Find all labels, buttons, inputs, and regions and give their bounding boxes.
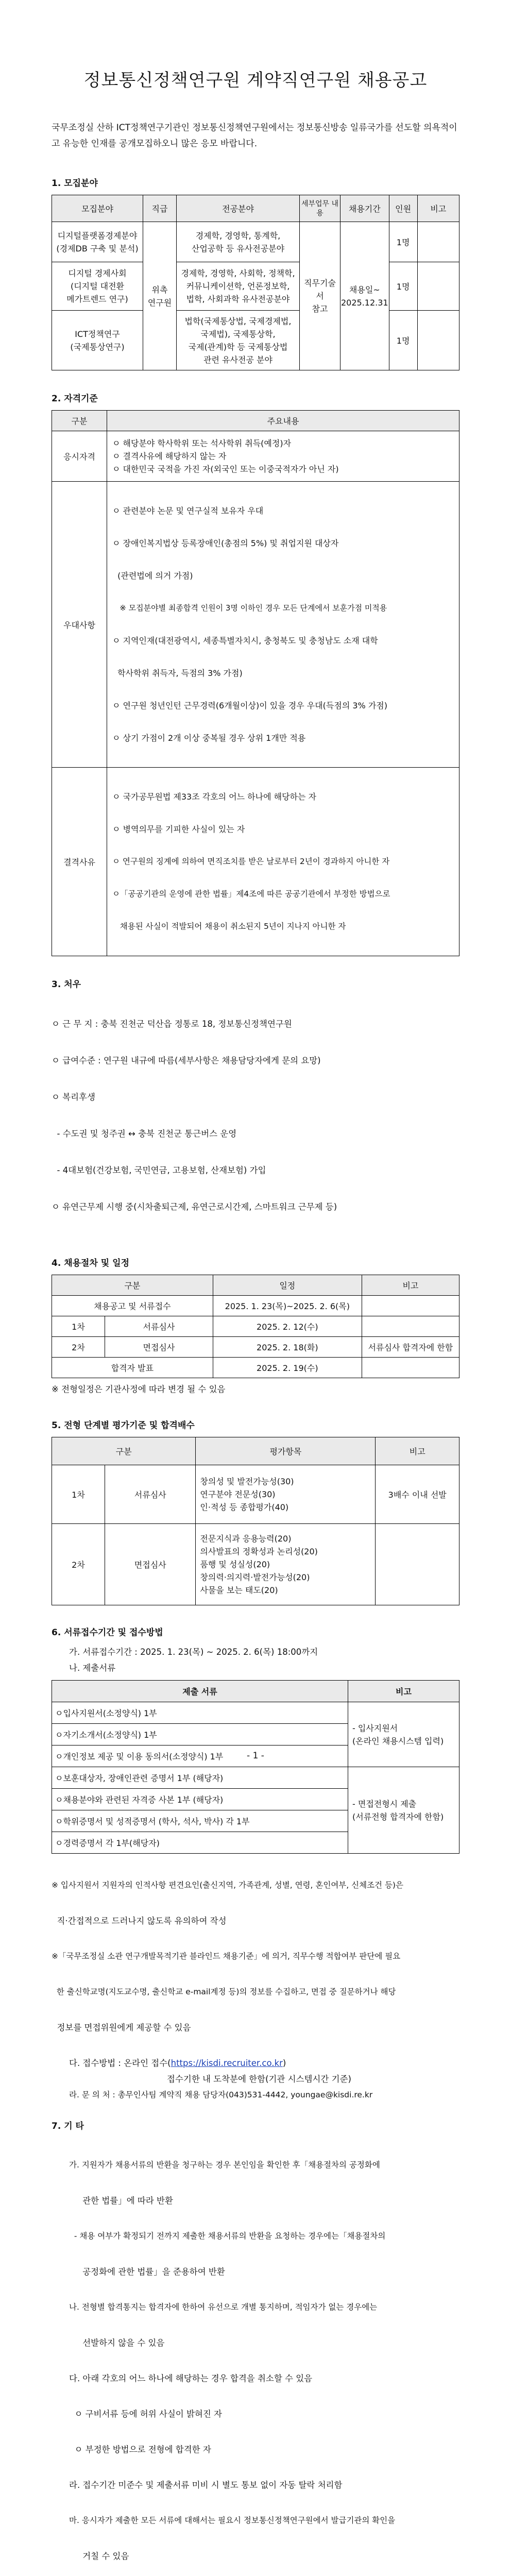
document-note: - 입사지원서 (온라인 채용시스템 입력) <box>348 1702 459 1767</box>
document-item: ㅇ경력증명서 각 1부(해당자) <box>52 1832 348 1854</box>
col-header-duty: 세부업무 내용 <box>300 195 340 222</box>
major-cell: 경제학, 경영학, 통계학, 산업공학 등 유사전공분야 <box>177 222 300 262</box>
qual-content: ㅇ 해당분야 학사학위 또는 석사학위 취득(예정)자 ㅇ 결격사유에 해당하지 않는 자 ㅇ 대한민국 국적을 가진 자(외국인 또는 이중국적자가 아닌 자) <box>107 431 459 482</box>
col-header-field: 모집분야 <box>52 195 143 222</box>
col-header-grade: 직급 <box>143 195 177 222</box>
qual-label: 결격사유 <box>52 768 107 956</box>
required-documents-title: 나. 제출서류 <box>69 1663 116 1673</box>
schedule-date: 2025. 2. 19(수) <box>213 1358 362 1378</box>
schedule-label: 채용공고 및 서류접수 <box>52 1296 213 1316</box>
major-cell: 법학(국제통상법, 국제경제법, 국제법), 국제통상학, 국제(관계)학 등 국제통상법 관련 유사전공 분야 <box>177 311 300 370</box>
recruit-site-link[interactable]: https://kisdi.recruiter.co.kr <box>171 2058 283 2068</box>
col-header-content: 주요내용 <box>107 411 459 431</box>
document-item: ㅇ자기소개서(소정양식) 1부 <box>52 1724 348 1745</box>
eval-stage: 1차 <box>52 1465 105 1524</box>
schedule-note <box>362 1358 459 1378</box>
col-header-category: 구분 <box>52 1437 196 1465</box>
application-method: 다. 접수방법 : 온라인 접수(https://kisdi.recruiter.co.kr) <box>69 2058 286 2068</box>
count-cell: 1명 <box>389 262 417 311</box>
schedule-date: 2025. 1. 23(목)~2025. 2. 6(목) <box>213 1296 362 1316</box>
schedule-table <box>52 1275 459 1378</box>
col-header-note: 비고 <box>348 1681 459 1702</box>
eval-label: 면접심사 <box>105 1524 196 1605</box>
major-cell: 경제학, 경영학, 사회학, 정책학, 커뮤니케이션학, 언론정보학, 법학, 사회과학 유사전공분야 <box>177 262 300 311</box>
schedule-note <box>362 1296 459 1316</box>
page-number: - 1 - <box>247 1751 264 1761</box>
field-cell: ICT정책연구 (국제통상연구) <box>52 311 143 370</box>
document-warnings: ※ 입사지원서 지원자의 인적사항 편견요인(출신지역, 가족관계, 성별, 연령, 혼인여부, 신체조건 등)은 직·간접적으로 드러나지 않도록 유의하여 작성 ※「국무조정실 소관 연구개발목적기관 블라인드 채용기준」에 의거, 직무수행 적합여부 판단에 필요 한 출신학교명(지도교수명, 출신학교 e-mail계정 등)의 정보를 수집하고, 면접 중 질문하거나 해당 정보를 면접위원에게 제공할 수 있음 <box>52 1880 403 2032</box>
col-header-note: 비고 <box>376 1437 459 1465</box>
benefits-list: ㅇ 근 무 지 : 충북 진천군 덕산읍 정통로 18, 정보통신정책연구원 ㅇ 급여수준 : 연구원 내규에 따름(세부사항은 채용담당자에게 문의 요망) ㅇ 복리후생 - 수도권 및 청주권 ↔ 충북 진천군 통근버스 운영 - 4대보험(건강보험, 국민연금, 고용보험, 산재보험) 가입 ㅇ 유연근무제 시행 중(시차출퇴근제, 유연근로시간제, 스마트워크 근무제 등) <box>52 1019 337 1212</box>
grade-cell: 위촉 연구원 <box>143 222 177 370</box>
col-header-period: 채용기간 <box>340 195 389 222</box>
application-period: 가. 서류접수기간 : 2025. 1. 23(목) ~ 2025. 2. 6(목) 18:00까지 <box>69 1647 318 1657</box>
count-cell: 1명 <box>389 311 417 370</box>
qual-content: ㅇ 관련분야 논문 및 연구실적 보유자 우대 ㅇ 장애인복지법상 등록장애인(총점의 5%) 및 취업지원 대상자 (관련법에 의거 가점) ※ 모집분야별 최종합격 인원이 3명 이하인 경우 모든 단계에서 보훈가점 미적용 ㅇ 지역인재(대전광역시, 세종특별자치시, 충청북도 및 충청남도 소재 대학 학사학위 취득자, 득점의 3% 가점) ㅇ 연구원 청년인턴 근무경력(6개월이상)이 있을 경우 우대(득점의 3% 가점) ㅇ 상기 가점이 2개 이상 중복될 경우 상위 1개만 적용 <box>107 482 459 768</box>
eval-items: 창의성 및 발전가능성(30) 연구분야 전문성(30) 인·적성 등 종합평가(40) <box>196 1465 376 1524</box>
col-header-documents: 제출 서류 <box>52 1681 348 1702</box>
schedule-note-text: ※ 전형일정은 기관사정에 따라 변경 될 수 있음 <box>52 1384 226 1394</box>
eval-stage: 2차 <box>52 1524 105 1605</box>
note-cell <box>417 222 459 262</box>
documents-table <box>52 1680 459 1854</box>
recruit-field-table <box>52 195 459 370</box>
note-cell <box>417 311 459 370</box>
document-item: ㅇ입사지원서(소정양식) 1부 <box>52 1702 348 1724</box>
note-cell <box>417 262 459 311</box>
qual-label: 우대사항 <box>52 482 107 768</box>
document-item: ㅇ채용분야와 관련된 자격증 사본 1부 (해당자) <box>52 1789 348 1810</box>
col-header-category: 구분 <box>52 411 107 431</box>
qual-content: ㅇ 국가공무원법 제33조 각호의 어느 하나에 해당하는 자 ㅇ 병역의무를 기피한 사실이 있는 자 ㅇ 연구원의 징계에 의하여 면직조치를 받은 날로부터 2년이 경과하지 아니한 자 ㅇ「공공기관의 운영에 관한 법률」제4조에 따른 공공기관에서 부정한 방법으로 채용된 사실이 적발되어 채용이 취소된지 5년이 지나지 아니한 자 <box>107 768 459 956</box>
col-header-date: 일정 <box>213 1275 362 1296</box>
section-4-title: 4. 채용절차 및 일정 <box>52 1258 129 1268</box>
schedule-note: 서류심사 합격자에 한함 <box>362 1337 459 1358</box>
duty-cell: 직무기술서 참고 <box>300 222 340 370</box>
document-item: ㅇ보훈대상자, 장애인관련 증명서 1부 (해당자) <box>52 1767 348 1789</box>
col-header-category: 구분 <box>52 1275 213 1296</box>
section-2-title: 2. 자격기준 <box>52 394 98 404</box>
schedule-date: 2025. 2. 12(수) <box>213 1316 362 1337</box>
section-3-title: 3. 처우 <box>52 979 81 990</box>
period-cell: 채용일~ 2025.12.31 <box>340 222 389 370</box>
other-notes: 가. 지원자가 채용서류의 반환을 청구하는 경우 본인임을 확인한 후「채용절차의 공정화에 관한 법률」에 따라 반환 - 채용 여부가 확정되기 전까지 제출한 채용서류의 반환을 요청하는 경우에는「채용절차의 공정화에 관한 법률」을 준용하여 반환 나. 전형별 합격통지는 합격자에 한하여 유선으로 개별 통지하며, 적임자가 없는 경우에는 선발하지 않을 수 있음 다. 아래 각호의 어느 하나에 해당하는 경우 합격을 취소할 수 있음 ㅇ 구비서류 등에 허위 사실이 밝혀진 자 ㅇ 부정한 방법으로 전형에 합격한 자 라. 접수기간 미준수 및 제출서류 미비 시 별도 통보 없이 자동 탈락 처리함 마. 응시자가 제출한 모든 서류에 대해서는 필요시 정보통신정책연구원에서 발급기관의 확인을 거칠 수 있음 <box>69 2160 396 2561</box>
schedule-note <box>362 1316 459 1337</box>
section-6-title: 6. 서류접수기간 및 접수방법 <box>52 1628 163 1638</box>
section-5-title: 5. 전형 단계별 평가기준 및 합격배수 <box>52 1420 195 1431</box>
evaluation-table <box>52 1437 459 1605</box>
contact-info: 라. 문 의 처 : 총무인사팀 계약직 채용 담당자(043)531-4442, youngae@kisdi.re.kr <box>69 2090 373 2099</box>
schedule-stage: 2차 <box>52 1337 105 1358</box>
field-cell: 디지털플랫폼경제분야 (경제DB 구축 및 분석) <box>52 222 143 262</box>
schedule-label: 면접심사 <box>105 1337 213 1358</box>
document-note: - 면접전형시 제출 (서류전형 합격자에 한함) <box>348 1767 459 1854</box>
schedule-stage: 1차 <box>52 1316 105 1337</box>
schedule-label: 합격자 발표 <box>52 1358 213 1378</box>
application-deadline-note: 접수기한 내 도착분에 한함(기관 시스템시간 기준) <box>167 2074 351 2084</box>
eval-note: 3배수 이내 선발 <box>376 1465 459 1524</box>
eval-items: 전문지식과 응용능력(20) 의사발표의 정확성과 논리성(20) 품행 및 성실성(20) 창의력·의지력·발전가능성(20) 사물을 보는 태도(20) <box>196 1524 376 1605</box>
col-header-major: 전공분야 <box>177 195 300 222</box>
qual-label: 응시자격 <box>52 431 107 482</box>
schedule-date: 2025. 2. 18(화) <box>213 1337 362 1358</box>
col-header-count: 인원 <box>389 195 417 222</box>
eval-label: 서류심사 <box>105 1465 196 1524</box>
schedule-label: 서류심사 <box>105 1316 213 1337</box>
document-item: ㅇ개인정보 제공 및 이용 동의서(소정양식) 1부 <box>52 1745 348 1767</box>
count-cell: 1명 <box>389 222 417 262</box>
document-item: ㅇ학위증명서 및 성적증명서 (학사, 석사, 박사) 각 1부 <box>52 1810 348 1832</box>
qualification-table <box>52 410 459 956</box>
field-cell: 디지털 경제사회 (디지털 대전환 메가트렌드 연구) <box>52 262 143 311</box>
col-header-note: 비고 <box>417 195 459 222</box>
section-1-title: 1. 모집분야 <box>52 178 98 189</box>
eval-note <box>376 1524 459 1605</box>
col-header-items: 평가항목 <box>196 1437 376 1465</box>
col-header-note: 비고 <box>362 1275 459 1296</box>
intro-paragraph: 국무조정실 산하 ICT정책연구기관인 정보통신정책연구원에서는 정보통신방송 일류국가를 선도할 의욕적이고 유능한 인재를 공개모집하오니 많은 응모 바랍니다. <box>52 123 457 149</box>
section-7-title: 7. 기 타 <box>52 2121 84 2131</box>
page-title: 정보통신정책연구원 계약직연구원 채용공고 <box>83 70 428 91</box>
